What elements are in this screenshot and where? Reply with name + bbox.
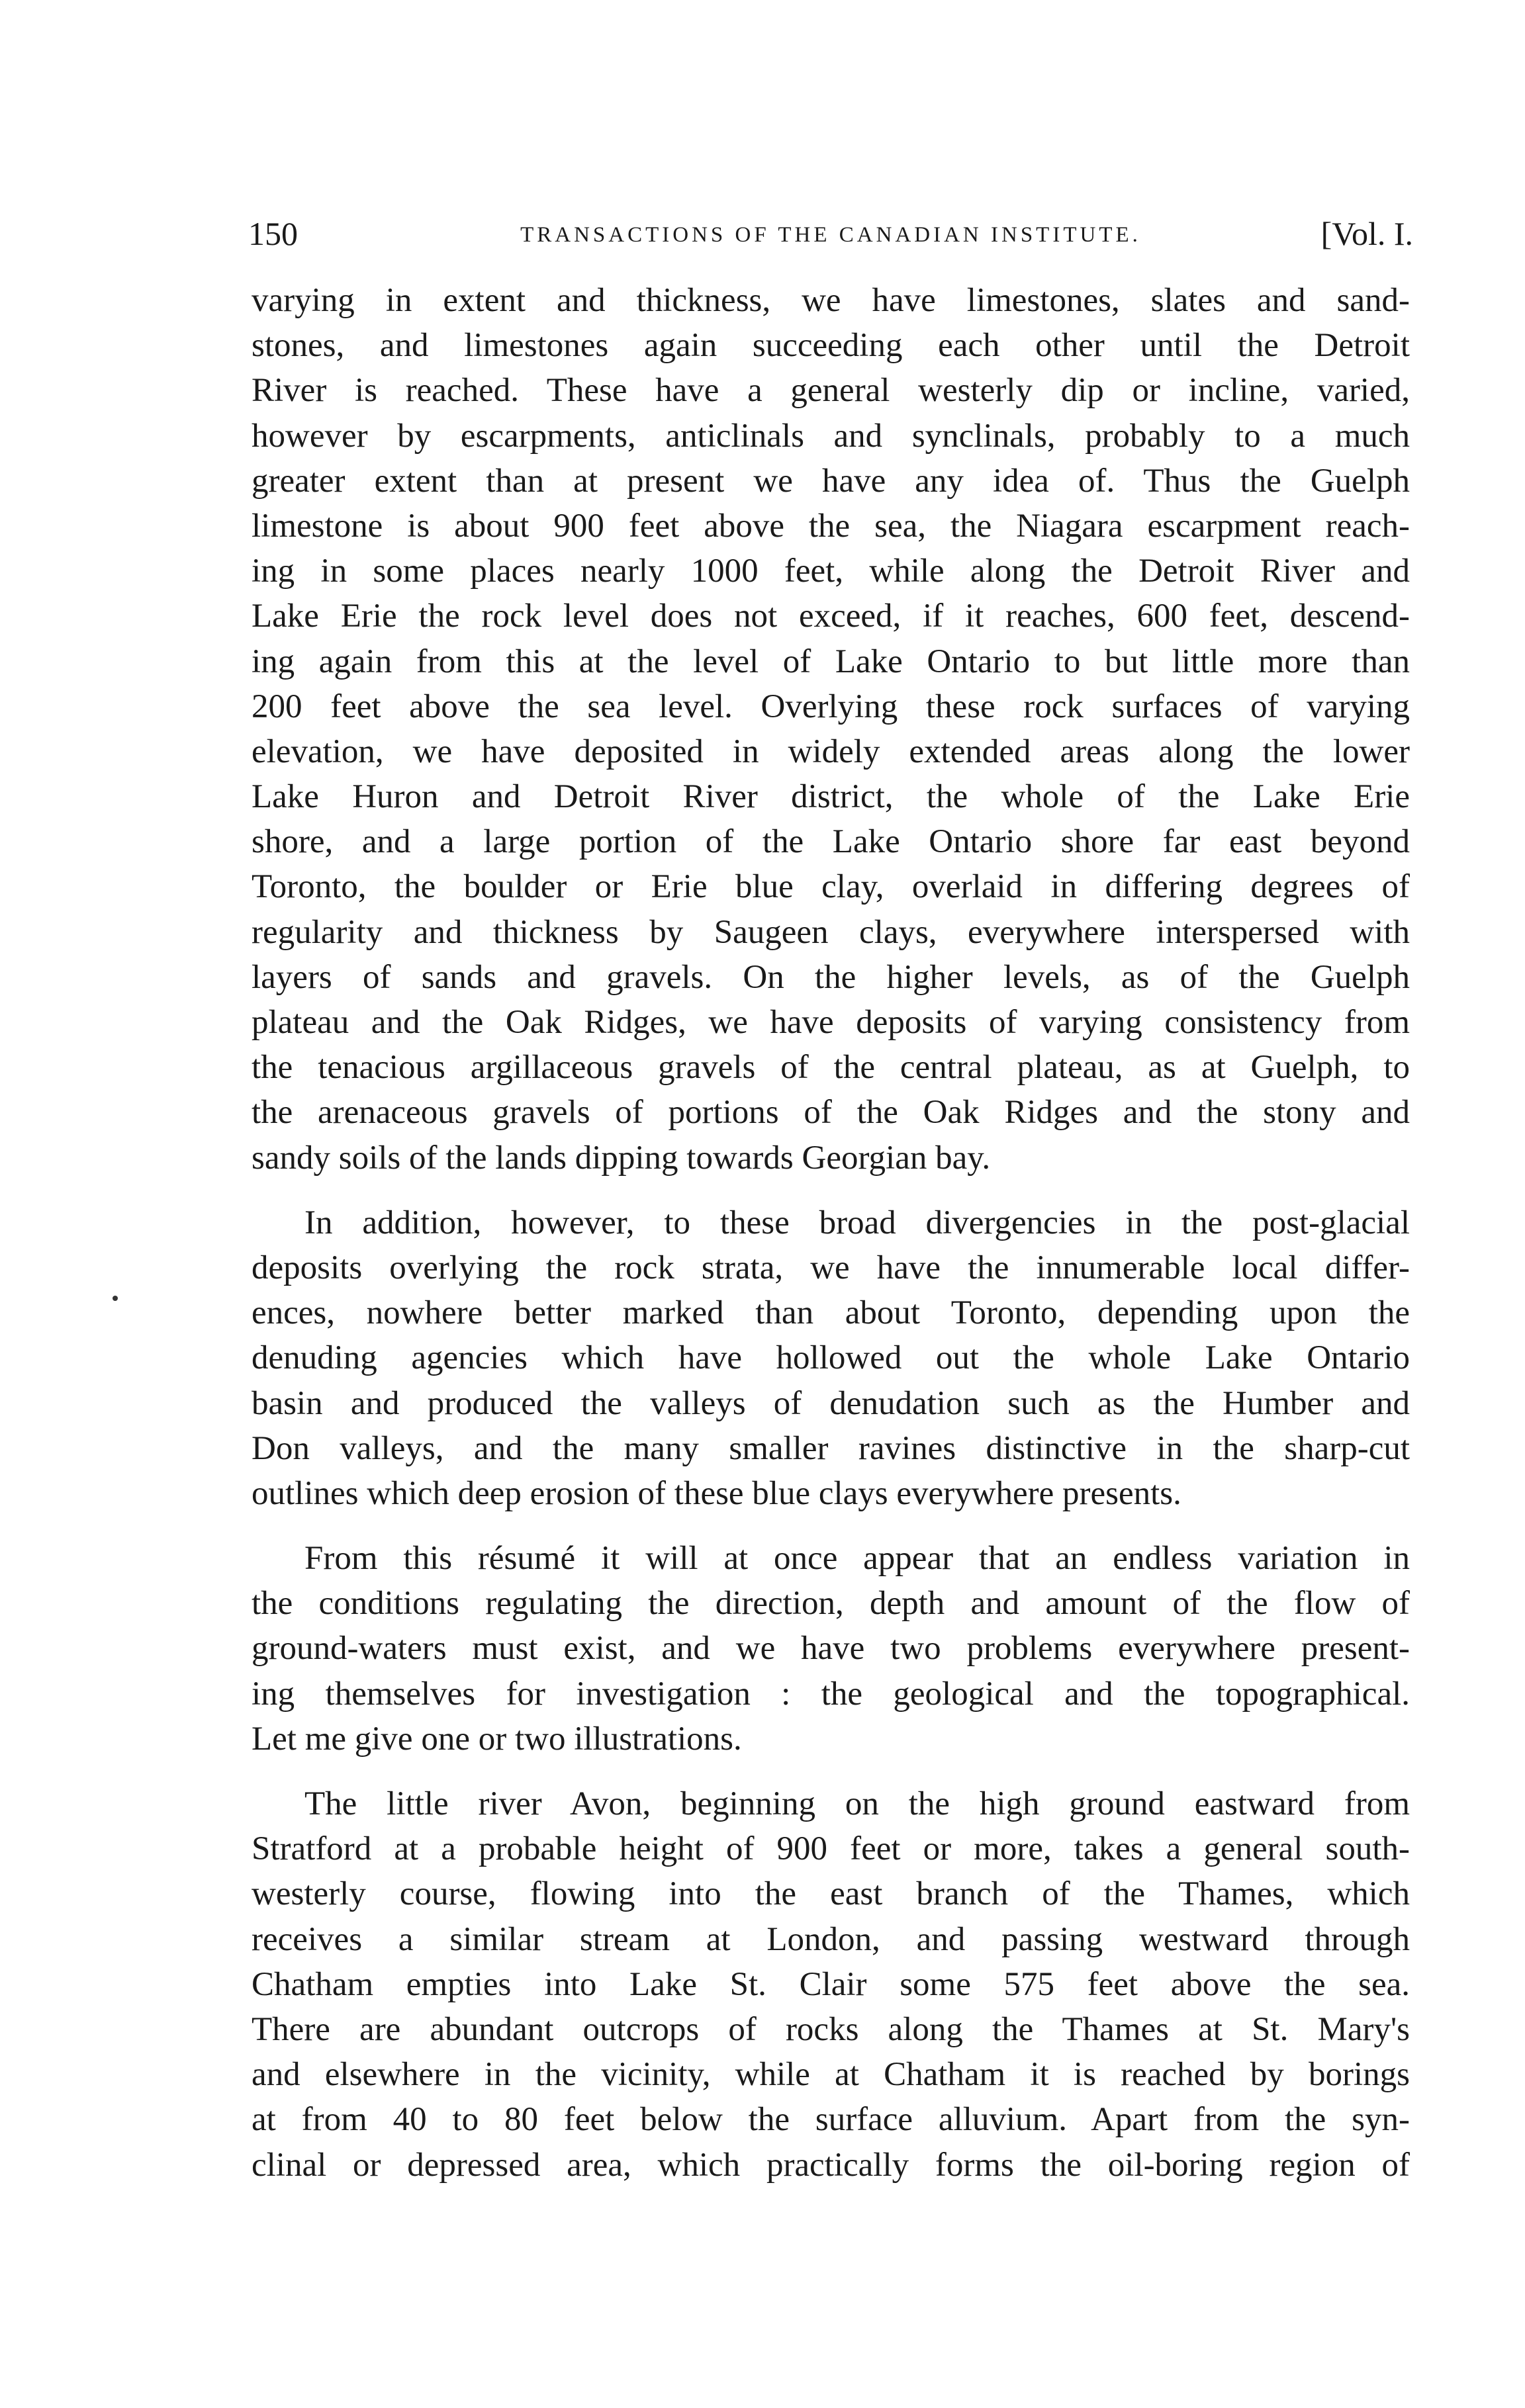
text-line: the tenacious argillaceous gravels of the central plateau, as at Guelph, to xyxy=(252,1049,1410,1087)
text-line: westerly course, flowing into the east branch of the Thames, which xyxy=(252,1875,1410,1913)
text-line: regularity and thickness by Saugeen clays, everywhere interspersed with xyxy=(252,913,1410,951)
text-line: Chatham empties into Lake St. Clair some 575 feet above the sea. xyxy=(252,1965,1410,2003)
text-line: deposits overlying the rock strata, we have the innumerable local differ- xyxy=(252,1249,1410,1286)
paragraph xyxy=(252,278,1410,1181)
text-line: the conditions regulating the direction, depth and amount of the flow of xyxy=(252,1585,1410,1623)
text-line: receives a similar stream at London, and passing westward through xyxy=(252,1920,1410,1958)
page-header xyxy=(248,210,1413,257)
text-line: Toronto, the boulder or Erie blue clay, overlaid in differing degrees of xyxy=(252,868,1410,906)
text-line: varying in extent and thickness, we have limestones, slates and sand- xyxy=(252,282,1410,319)
volume-label: [Vol. I. xyxy=(1320,215,1413,252)
paragraph xyxy=(252,1200,1410,1516)
text-line: Lake Huron and Detroit River district, the whole of the Lake Erie xyxy=(252,778,1410,816)
text-line: Stratford at a probable height of 900 feet or more, takes a general south- xyxy=(252,1830,1410,1868)
text-line: ground-waters must exist, and we have two problems everywhere present- xyxy=(252,1630,1410,1668)
text-line: basin and produced the valleys of denudation such as the Humber and xyxy=(252,1384,1410,1422)
body-text xyxy=(252,278,1410,2188)
paragraph xyxy=(252,1536,1410,1761)
text-line: greater extent than at present we have any idea of. Thus the Guelph xyxy=(252,462,1410,500)
text-line: shore, and a large portion of the Lake Ontario shore far east beyond xyxy=(252,823,1410,861)
text-line: however by escarpments, anticlinals and synclinals, probably to a much xyxy=(252,417,1410,455)
text-line: Let me give one or two illustrations. xyxy=(252,1720,742,1758)
text-line: layers of sands and gravels. On the higher levels, as of the Guelph xyxy=(252,958,1410,996)
text-line: Don valleys, and the many smaller ravines distinctive in the sharp-cut xyxy=(252,1429,1410,1467)
text-line: The little river Avon, beginning on the high ground eastward from xyxy=(304,1785,1410,1822)
text-line: and elsewhere in the vicinity, while at Chatham it is reached by borings xyxy=(252,2056,1410,2094)
text-line: ing themselves for investigation : the geological and the topographical. xyxy=(252,1675,1410,1713)
text-line: 200 feet above the sea level. Overlying these rock surfaces of varying xyxy=(252,688,1410,725)
paragraph xyxy=(252,1781,1410,2188)
text-line: sandy soils of the lands dipping towards Georgian bay. xyxy=(252,1139,991,1177)
text-line: In addition, however, to these broad divergencies in the post-glacial xyxy=(304,1204,1410,1241)
text-line: elevation, we have deposited in widely extended areas along the lower xyxy=(252,733,1410,770)
text-line: There are abundant outcrops of rocks along the Thames at St. Mary's xyxy=(252,2010,1410,2048)
margin-mark xyxy=(113,1296,118,1301)
text-line: at from 40 to 80 feet below the surface alluvium. Apart from the syn- xyxy=(252,2101,1410,2139)
text-line: plateau and the Oak Ridges, we have deposits of varying consistency from xyxy=(252,1004,1410,1041)
text-line: Lake Erie the rock level does not exceed, if it reaches, 600 feet, descend- xyxy=(252,598,1410,635)
text-line: ing in some places nearly 1000 feet, while along the Detroit River and xyxy=(252,553,1410,590)
text-line: From this résumé it will at once appear that an endless variation in xyxy=(304,1540,1410,1578)
running-title: TRANSACTIONS OF THE CANADIAN INSTITUTE. xyxy=(520,223,1141,247)
text-line: denuding agencies which have hollowed out the whole Lake Ontario xyxy=(252,1339,1410,1377)
text-line: the arenaceous gravels of portions of the Oak Ridges and the stony and xyxy=(252,1094,1410,1132)
text-line: clinal or depressed area, which practically forms the oil-boring region of xyxy=(252,2146,1410,2184)
text-line: River is reached. These have a general westerly dip or incline, varied, xyxy=(252,372,1410,410)
text-line: limestone is about 900 feet above the sea, the Niagara escarpment reach- xyxy=(252,507,1410,545)
text-line: ences, nowhere better marked than about Toronto, depending upon the xyxy=(252,1294,1410,1332)
page-number: 150 xyxy=(248,215,298,252)
text-line: outlines which deep erosion of these blue clays everywhere presents. xyxy=(252,1474,1181,1512)
text-line: ing again from this at the level of Lake Ontario to but little more than xyxy=(252,643,1410,680)
text-line: stones, and limestones again succeeding each other until the Detroit xyxy=(252,327,1410,365)
